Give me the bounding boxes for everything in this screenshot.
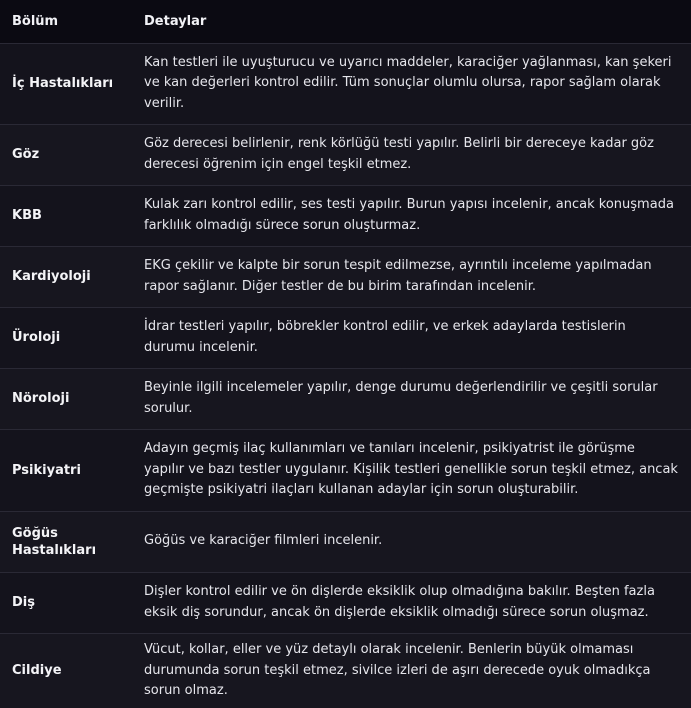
table-row: [0, 572, 691, 633]
detail-cell: EKG çekilir ve kalpte bir sorun tespit edilmezse, ayrıntılı inceleme yapılmadan rapor sağlanır. Diğer testler de bu birim tarafından incelenir.: [144, 258, 652, 294]
detail-cell: Kan testleri ile uyuşturucu ve uyarıcı maddeler, karaciğer yağlanması, kan şekeri ve kan değerleri kontrol edilir. Tüm sonuçlar olumlu olursa, rapor sağlam olarak verilir.: [144, 54, 672, 111]
table-row: [0, 246, 691, 307]
detail-cell: Göz derecesi belirlenir, renk körlüğü testi yapılır. Belirli bir dereceye kadar göz derecesi öğrenim için engel teşkil etmez.: [144, 136, 654, 172]
section-cell: Psikiyatri: [12, 462, 81, 478]
table-row: [0, 429, 691, 511]
detail-cell: İdrar testleri yapılır, böbrekler kontrol edilir, ve erkek adaylarda testislerin durumu incelenir.: [144, 319, 626, 355]
detail-cell: Beyinle ilgili incelemeler yapılır, denge durumu değerlendirilir ve çeşitli sorular sorulur.: [144, 380, 658, 416]
detail-cell: Vücut, kollar, eller ve yüz detaylı olarak incelenir. Benlerin büyük olmaması durumunda sorun teşkil etmez, sivilce izleri de aşırı derecede oyuk olmadıkça sorun olmaz.: [144, 642, 651, 698]
header-row: [0, 0, 691, 43]
table-row: [0, 43, 691, 124]
section-cell: KBB: [12, 208, 42, 223]
section-cell: Nöroloji: [12, 391, 70, 406]
table-row: [0, 124, 691, 185]
table-row: [0, 185, 691, 246]
detail-cell: Kulak zarı kontrol edilir, ses testi yapılır. Burun yapısı incelenir, ancak konuşmada farklılık olmadığı sürece sorun oluşturmaz.: [144, 197, 674, 233]
section-cell: Üroloji: [12, 330, 61, 345]
section-cell: Göğüs Hastalıkları: [12, 525, 97, 558]
section-cell: Göz: [12, 147, 40, 162]
details-column-header: Detaylar: [144, 13, 207, 29]
section-column-header: Bölüm: [12, 13, 59, 29]
detail-cell: Göğüs ve karaciğer filmleri incelenir.: [144, 533, 383, 549]
table-row: [0, 633, 691, 708]
detail-cell: Dişler kontrol edilir ve ön dişlerde eksiklik olup olmadığına bakılır. Beşten fazla eksik diş sorundur, ancak ön dişlerde eksiklik olmadığı sürece sorun oluşmaz.: [144, 584, 655, 620]
table-body: [0, 43, 691, 708]
section-cell: Kardiyoloji: [12, 269, 91, 284]
table-row: [0, 368, 691, 429]
section-cell: İç Hastalıkları: [12, 76, 114, 91]
table-header: [0, 0, 691, 43]
detail-cell: Adayın geçmiş ilaç kullanımları ve tanıları incelenir, psikiyatrist ile görüşme yapılır ve bazı testler uygulanır. Kişilik testleri genellikle sorun teşkil etmez, ancak geçmişte psikiyatri ilaçları kullanan adaylar için sorun oluşturabilir.: [144, 441, 678, 498]
section-cell: Cildiye: [12, 663, 62, 679]
section-cell: Diş: [12, 595, 35, 610]
table-row: [0, 511, 691, 572]
table-row: [0, 307, 691, 368]
